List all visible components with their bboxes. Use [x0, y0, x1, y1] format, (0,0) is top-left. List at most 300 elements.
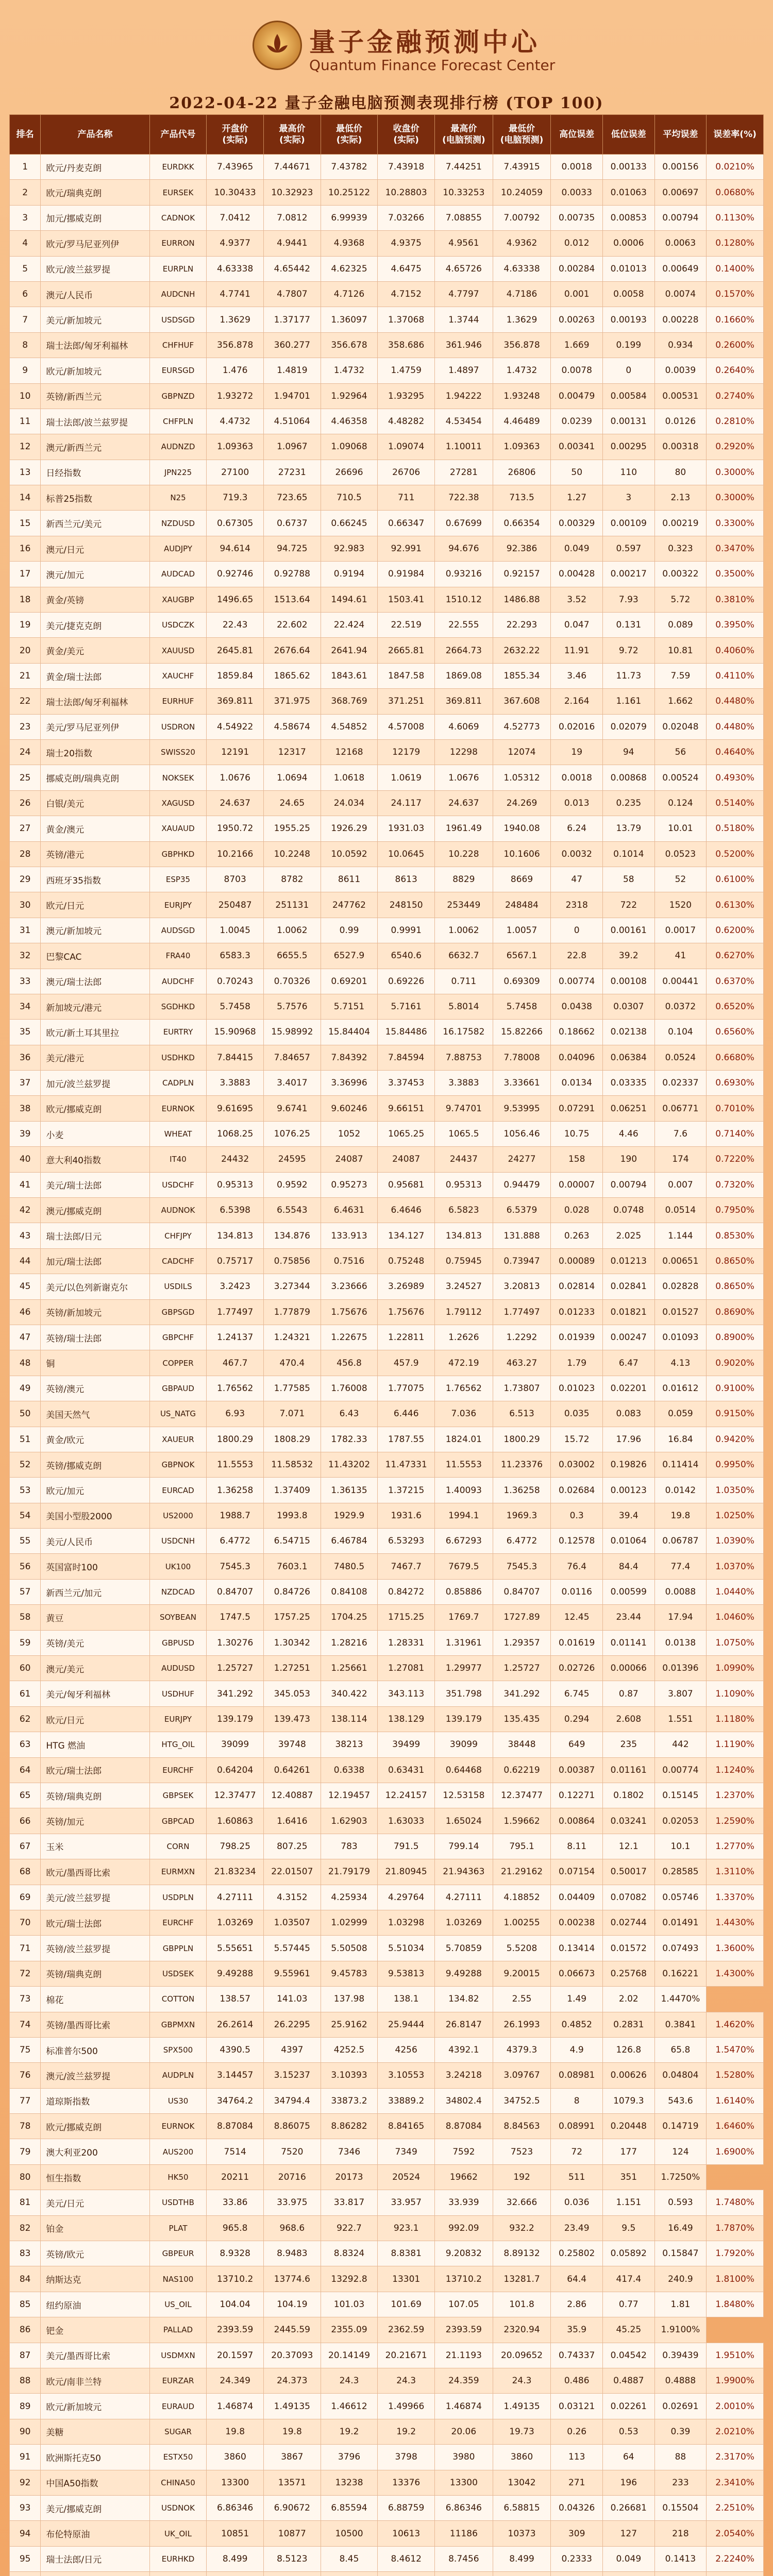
product-name-cell: 美元/匈牙利福林 [41, 1681, 149, 1706]
value-cell: 2.2240% [707, 2546, 764, 2571]
rank-cell: 34 [10, 994, 41, 1019]
product-code-cell: EURCHF [149, 1757, 207, 1783]
product-name-cell [41, 2572, 149, 2576]
value-cell: 371.251 [378, 689, 435, 714]
value-cell: 15.84404 [321, 1020, 378, 1045]
rank-cell: 78 [10, 2114, 41, 2139]
value-cell: 12.37477 [207, 1783, 264, 1808]
product-name-cell: 美元/瑞士法郎 [41, 1172, 149, 1197]
value-cell: 4.9362 [493, 231, 551, 256]
value-cell: 0.00318 [654, 434, 707, 460]
value-cell: 7.0812 [264, 205, 321, 230]
product-name-cell: 欧元/丹麦克朗 [41, 155, 149, 180]
value-cell: 24.034 [321, 790, 378, 816]
rank-cell: 69 [10, 1885, 41, 1910]
product-name-cell: 澳元/新西兰元 [41, 434, 149, 460]
value-cell: 1065.5 [435, 1121, 493, 1146]
rank-cell: 83 [10, 2241, 41, 2266]
value-cell: 0.00868 [603, 765, 655, 790]
value-cell: 8.5123 [264, 2546, 321, 2571]
product-code-cell: USDNOK [149, 2495, 207, 2520]
value-cell: 0.04804 [654, 2063, 707, 2088]
value-cell: 240.9 [654, 2266, 707, 2292]
value-cell: 32.666 [493, 2190, 551, 2215]
table-row [10, 2114, 764, 2139]
value-cell: 6.99939 [321, 205, 378, 230]
value-cell: 0.00066 [603, 1656, 655, 1681]
value-cell: 0.06787 [654, 1529, 707, 1554]
value-cell: 5.7458 [493, 994, 551, 1019]
table-row [10, 2495, 764, 2520]
rank-cell: 59 [10, 1630, 41, 1655]
value-cell: 0.00007 [551, 1172, 603, 1197]
product-name-cell: 欧元/挪威克朗 [41, 1096, 149, 1121]
value-cell: 0.0018 [551, 765, 603, 790]
rank-cell: 20 [10, 638, 41, 663]
product-name-cell: 棉花 [41, 1987, 149, 2012]
table-row [10, 1452, 764, 1477]
value-cell: 4390.5 [207, 2037, 264, 2062]
value-cell: 0.04326 [551, 2495, 603, 2520]
product-code-cell: USDCZK [149, 613, 207, 638]
value-cell: 0.9100% [707, 1376, 764, 1401]
value-cell: 1.73807 [493, 1376, 551, 1401]
value-cell: 0.4887 [603, 2368, 655, 2393]
value-cell: 1.65024 [435, 1808, 493, 1834]
product-name-cell: 英镑/美元 [41, 1630, 149, 1655]
product-code-cell: EURJPY [149, 892, 207, 918]
table-row [10, 867, 764, 892]
rank-cell: 64 [10, 1757, 41, 1783]
value-cell: 0.7010% [707, 1096, 764, 1121]
value-cell: 1.2292 [493, 1325, 551, 1350]
product-code-cell: SGDHKD [149, 994, 207, 1019]
value-cell: 92.991 [378, 536, 435, 561]
table-row [10, 2470, 764, 2495]
value-cell: 0.26 [551, 2419, 603, 2444]
product-name-cell: 美糖 [41, 2419, 149, 2444]
value-cell: 0.08981 [551, 2063, 603, 2088]
value-cell: 0.013 [551, 790, 603, 816]
rank-cell: 30 [10, 892, 41, 918]
value-cell: 1494.61 [321, 587, 378, 612]
value-cell: 0.4480% [707, 689, 764, 714]
table-row [10, 1910, 764, 1935]
table-row [10, 1732, 764, 1757]
value-cell: 2320.94 [493, 2317, 551, 2343]
table-row [10, 1936, 764, 1961]
value-cell: 1.62903 [321, 1808, 378, 1834]
value-cell: 10.32923 [264, 180, 321, 205]
value-cell: 0.028 [551, 1198, 603, 1223]
value-cell: 7480.5 [321, 1554, 378, 1579]
value-cell: 11.5553 [435, 1452, 493, 1477]
value-cell: 9.60246 [321, 1096, 378, 1121]
value-cell: 4.63338 [207, 256, 264, 281]
value-cell: 4.27111 [435, 1885, 493, 1910]
product-name-cell: 欧元/南非兰特 [41, 2368, 149, 2393]
value-cell: 64.4 [551, 2266, 603, 2292]
value-cell: 0.01491 [654, 1910, 707, 1935]
value-cell: 1747.5 [207, 1605, 264, 1630]
product-code-cell: XAUCHF [149, 663, 207, 688]
value-cell: 0.73947 [493, 1248, 551, 1274]
value-cell: 1065.25 [378, 1121, 435, 1146]
rank-cell: 72 [10, 1961, 41, 1986]
value-cell: 6.5379 [493, 1198, 551, 1223]
value-cell: 0.00156 [654, 155, 707, 180]
table-row [10, 180, 764, 205]
value-cell: 13300 [207, 2470, 264, 2495]
value-cell: 15.82266 [493, 1020, 551, 1045]
value-cell: 0.9150% [707, 1401, 764, 1427]
value-cell: 88 [654, 2445, 707, 2470]
product-name-cell: 美元/捷克克朗 [41, 613, 149, 638]
value-cell: 8669 [493, 867, 551, 892]
rank-cell: 40 [10, 1147, 41, 1172]
value-cell: 1.3744 [435, 307, 493, 332]
value-cell: 4.7126 [321, 281, 378, 307]
value-cell: 2.2510% [707, 2495, 764, 2520]
value-cell: 4.62325 [321, 256, 378, 281]
value-cell: 0.75717 [207, 1248, 264, 1274]
value-cell [264, 2572, 321, 2576]
value-cell: 1993.8 [264, 1503, 321, 1528]
value-cell: 20211 [207, 2164, 264, 2190]
value-cell: 0.8900% [707, 1325, 764, 1350]
brand-logo [253, 21, 302, 70]
value-cell: 1.37409 [264, 1478, 321, 1503]
value-cell: 4.9377 [207, 231, 264, 256]
value-cell: 0.0134 [551, 1071, 603, 1096]
value-cell: 8.87084 [207, 2114, 264, 2139]
value-cell: 0.06771 [654, 1096, 707, 1121]
value-cell: 50 [551, 460, 603, 485]
value-cell: 1056.46 [493, 1121, 551, 1146]
value-cell: 1.0990% [707, 1656, 764, 1681]
value-cell: 2665.81 [378, 638, 435, 663]
value-cell: 0.03335 [603, 1071, 655, 1096]
value-cell: 177 [603, 2139, 655, 2164]
table-row [10, 841, 764, 867]
value-cell [435, 2572, 493, 2576]
column-header: 最高价 (实际) [264, 115, 321, 155]
value-cell: 1.9100% [654, 2317, 707, 2343]
value-cell: 1.5470% [707, 2037, 764, 2062]
value-cell: 19.2 [378, 2419, 435, 2444]
value-cell: 26.1993 [493, 2012, 551, 2037]
product-name-cell: 欧元/新加坡元 [41, 2394, 149, 2419]
value-cell: 1.36258 [207, 1478, 264, 1503]
product-name-cell: 新西兰元/加元 [41, 1579, 149, 1604]
value-cell: 0.6100% [707, 867, 764, 892]
value-cell: 369.811 [207, 689, 264, 714]
table-row [10, 307, 764, 332]
value-cell: 0.00387 [551, 1757, 603, 1783]
value-cell: 13376 [378, 2470, 435, 2495]
value-cell: 39.4 [603, 1503, 655, 1528]
value-cell: 26.2614 [207, 2012, 264, 2037]
value-cell [207, 2572, 264, 2576]
value-cell: 4.4732 [207, 409, 264, 434]
value-cell: 0.1660% [707, 307, 764, 332]
product-code-cell: GBPPLN [149, 1936, 207, 1961]
value-cell [707, 2572, 764, 2576]
value-cell: 1.6900% [707, 2139, 764, 2164]
value-cell: 7.93 [603, 587, 655, 612]
value-cell: 13571 [264, 2470, 321, 2495]
value-cell: 0.9420% [707, 1427, 764, 1452]
value-cell: 0.15847 [654, 2241, 707, 2266]
rank-cell: 12 [10, 434, 41, 460]
value-cell: 10.01 [654, 816, 707, 841]
value-cell: 0.00524 [654, 765, 707, 790]
value-cell: 12317 [264, 739, 321, 765]
value-cell: 27281 [435, 460, 493, 485]
table-row [10, 511, 764, 536]
rank-cell: 37 [10, 1071, 41, 1096]
value-cell: 25.9444 [378, 2012, 435, 2037]
value-cell: 710.5 [321, 485, 378, 511]
value-cell: 39099 [207, 1732, 264, 1757]
value-cell: 8.84165 [378, 2114, 435, 2139]
value-cell: 5.57445 [264, 1936, 321, 1961]
table-row [10, 1325, 764, 1350]
table-row [10, 256, 764, 281]
product-name-cell: 英国富时100 [41, 1554, 149, 1579]
value-cell: 1.0694 [264, 765, 321, 790]
value-cell: 135.435 [493, 1706, 551, 1732]
product-code-cell: PALLAD [149, 2317, 207, 2343]
value-cell: 21.83234 [207, 1859, 264, 1885]
value-cell: 1.0390% [707, 1529, 764, 1554]
value-cell: 0.3470% [707, 536, 764, 561]
rank-cell: 73 [10, 1987, 41, 2012]
value-cell: 0.50017 [603, 1859, 655, 1885]
value-cell: 0.001 [551, 281, 603, 307]
value-cell: 0.6338 [321, 1757, 378, 1783]
product-code-cell: CADPLN [149, 1071, 207, 1096]
value-cell: 8.9328 [207, 2241, 264, 2266]
value-cell: 1.94222 [435, 383, 493, 409]
value-cell: 345.053 [264, 1681, 321, 1706]
product-name-cell: 欧元/瑞典克朗 [41, 180, 149, 205]
product-name-cell: 英镑/墨西哥比索 [41, 2012, 149, 2037]
rank-cell: 9 [10, 358, 41, 383]
value-cell: 2393.59 [207, 2317, 264, 2343]
value-cell: 12074 [493, 739, 551, 765]
value-cell: 0.6737 [264, 511, 321, 536]
value-cell: 2.55 [493, 1987, 551, 2012]
value-cell: 0.0078 [551, 358, 603, 383]
rank-cell: 18 [10, 587, 41, 612]
value-cell: 1.4300% [707, 1961, 764, 1986]
table-row [10, 790, 764, 816]
brand-title-en: Quantum Finance Forecast Center [309, 57, 556, 74]
value-cell: 0.12271 [551, 1783, 603, 1808]
rank-cell: 50 [10, 1401, 41, 1427]
value-cell: 7.84657 [264, 1045, 321, 1070]
value-cell: 3.15237 [264, 2063, 321, 2088]
product-name-cell: 英镑/澳元 [41, 1376, 149, 1401]
value-cell: 9.53995 [493, 1096, 551, 1121]
rank-cell: 8 [10, 332, 41, 358]
value-cell: 1.2590% [707, 1808, 764, 1834]
value-cell: 12298 [435, 739, 493, 765]
value-cell: 0.1130% [707, 205, 764, 230]
value-cell: 442 [654, 1732, 707, 1757]
value-cell: 1.05312 [493, 765, 551, 790]
value-cell: 0.05892 [603, 2241, 655, 2266]
value-cell: 6.24 [551, 816, 603, 841]
product-name-cell: 澳元/人民币 [41, 281, 149, 307]
column-header: 低位误差 [603, 115, 655, 155]
value-cell: 9.66151 [378, 1096, 435, 1121]
value-cell: 16.17582 [435, 1020, 493, 1045]
value-cell: 27231 [264, 460, 321, 485]
value-cell: 52 [654, 867, 707, 892]
value-cell: 1.161 [603, 689, 655, 714]
rank-cell: 28 [10, 841, 41, 867]
value-cell: 22.519 [378, 613, 435, 638]
value-cell: 94.725 [264, 536, 321, 561]
value-cell: 0.92788 [264, 562, 321, 587]
value-cell: 0.00774 [551, 969, 603, 994]
value-cell: 158 [551, 1147, 603, 1172]
value-cell: 1.46874 [207, 2394, 264, 2419]
value-cell: 369.811 [435, 689, 493, 714]
product-name-cell: 黄金/澳元 [41, 816, 149, 841]
value-cell: 4.9441 [264, 231, 321, 256]
product-code-cell: SPX500 [149, 2037, 207, 2062]
value-cell: 0.6520% [707, 994, 764, 1019]
value-cell: 23.49 [551, 2215, 603, 2241]
lotus-icon [262, 30, 293, 61]
value-cell: 0.036 [551, 2190, 603, 2215]
value-cell: 0.25768 [603, 1961, 655, 1986]
value-cell: 13292.8 [321, 2266, 378, 2292]
value-cell: 0.3000% [707, 460, 764, 485]
value-cell: 134.876 [264, 1223, 321, 1248]
value-cell: 4.7186 [493, 281, 551, 307]
rank-cell: 41 [10, 1172, 41, 1197]
value-cell: 4.9 [551, 2037, 603, 2062]
value-cell: 0.934 [654, 332, 707, 358]
value-cell: 511 [551, 2164, 603, 2190]
product-name-cell: 意大利40指数 [41, 1147, 149, 1172]
header [0, 0, 773, 112]
value-cell: 58 [603, 867, 655, 892]
value-cell: 0.263 [551, 1223, 603, 1248]
value-cell: 2645.81 [207, 638, 264, 663]
value-cell: 0.3950% [707, 613, 764, 638]
value-cell: 1.37215 [378, 1478, 435, 1503]
product-name-cell: 瑞士法郎/日元 [41, 2546, 149, 2571]
table-row [10, 1147, 764, 1172]
product-code-cell: NAS100 [149, 2266, 207, 2292]
product-code-cell: AUS200 [149, 2139, 207, 2164]
column-header: 产品代号 [149, 115, 207, 155]
value-cell: 1.0619 [378, 765, 435, 790]
value-cell: 107.05 [435, 2292, 493, 2317]
value-cell: 0.66245 [321, 511, 378, 536]
product-name-cell: 黄金/英镑 [41, 587, 149, 612]
table-row [10, 1020, 764, 1045]
value-cell: 4.54852 [321, 714, 378, 739]
product-code-cell: AUDUSD [149, 1656, 207, 1681]
value-cell: 20.06 [435, 2419, 493, 2444]
value-cell: 133.913 [321, 1223, 378, 1248]
value-cell: 1.63033 [378, 1808, 435, 1834]
value-cell: 0.67305 [207, 511, 264, 536]
value-cell: 139.179 [207, 1706, 264, 1732]
value-cell: 0.9950% [707, 1452, 764, 1477]
value-cell: 4.6069 [435, 714, 493, 739]
value-cell: 3.10393 [321, 2063, 378, 2088]
value-cell: 1.9900% [707, 2368, 764, 2393]
value-cell: 0.13414 [551, 1936, 603, 1961]
value-cell: 9.49288 [207, 1961, 264, 1986]
value-cell: 798.25 [207, 1834, 264, 1859]
value-cell: 1.2626 [435, 1325, 493, 1350]
product-code-cell: UK_OIL [149, 2521, 207, 2546]
value-cell: 1929.9 [321, 1503, 378, 1528]
table-row [10, 613, 764, 638]
value-cell: 2.3410% [707, 2470, 764, 2495]
value-cell: 13.79 [603, 816, 655, 841]
value-cell: 0.0033 [551, 180, 603, 205]
product-code-cell: GBPSGD [149, 1299, 207, 1325]
product-code-cell: CHFJPY [149, 1223, 207, 1248]
value-cell: 84.4 [603, 1554, 655, 1579]
product-code-cell: AUDPLN [149, 2063, 207, 2088]
value-cell: 3980 [435, 2445, 493, 2470]
value-cell: 4.7741 [207, 281, 264, 307]
value-cell: 8.8324 [321, 2241, 378, 2266]
product-code-cell: EURRON [149, 231, 207, 256]
value-cell: 6632.7 [435, 943, 493, 969]
value-cell: 12.40887 [264, 1783, 321, 1808]
value-cell: 0.5140% [707, 790, 764, 816]
value-cell: 7.59 [654, 663, 707, 688]
value-cell: 1969.3 [493, 1503, 551, 1528]
value-cell: 38213 [321, 1732, 378, 1757]
table-row [10, 332, 764, 358]
value-cell: 1800.29 [207, 1427, 264, 1452]
product-code-cell: CHINA50 [149, 2470, 207, 2495]
rank-cell: 31 [10, 918, 41, 943]
product-name-cell: 西班牙35指数 [41, 867, 149, 892]
product-code-cell: AUDCNH [149, 281, 207, 307]
value-cell: 6.5823 [435, 1198, 493, 1223]
value-cell: 722.38 [435, 485, 493, 511]
value-cell: 19 [551, 739, 603, 765]
value-cell: 21.29162 [493, 1859, 551, 1885]
value-cell: 0.2920% [707, 434, 764, 460]
value-cell: 8.86075 [264, 2114, 321, 2139]
value-cell: 6.46784 [321, 1529, 378, 1554]
product-code-cell: AUDCAD [149, 562, 207, 587]
value-cell: 0.2831 [603, 2012, 655, 2037]
value-cell: 8703 [207, 867, 264, 892]
value-cell: 5.72 [654, 587, 707, 612]
value-cell: 6.85594 [321, 2495, 378, 2520]
value-cell: 5.7458 [207, 994, 264, 1019]
product-code-cell: AUDNOK [149, 1198, 207, 1223]
value-cell: 0.6370% [707, 969, 764, 994]
value-cell: 1.6416 [264, 1808, 321, 1834]
value-cell: 0.64204 [207, 1757, 264, 1783]
